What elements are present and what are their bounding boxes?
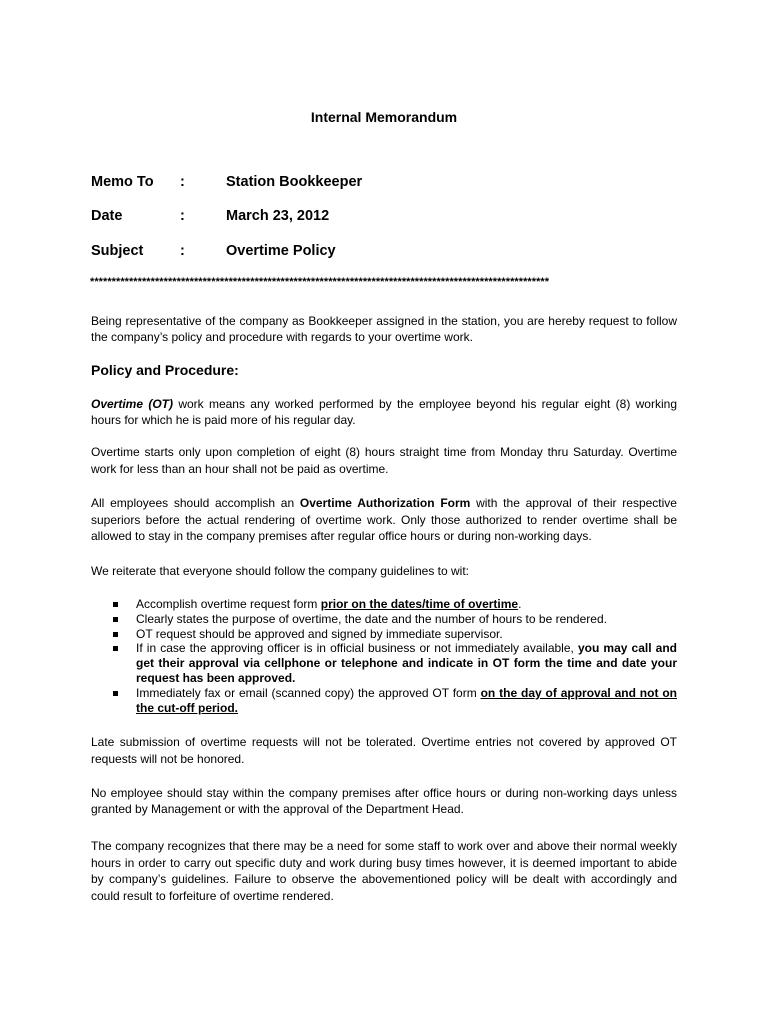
authorization-paragraph	[91, 495, 677, 545]
bullet-text: OT request should be approved and signed by immediate supervisor.	[136, 626, 503, 641]
list-item	[91, 597, 677, 612]
list-item	[91, 627, 677, 642]
list-item	[91, 641, 677, 685]
ot-definition-text: work means any worked performed by the employee beyond his regular eight (8) working hours for which he is paid more of his regular day.	[91, 397, 677, 427]
header-separator: **********************************************************************************************************	[90, 276, 550, 288]
bullet-emphasis: you may call and get their approval via cellphone or telephone and indicate in OT form the time and date your request has been approved.	[136, 641, 677, 685]
guidelines-list	[91, 597, 677, 715]
bullet-text-end: .	[518, 597, 522, 611]
document-title: Internal Memorandum	[310, 109, 458, 125]
authorization-text-end: with the approval of their respective superiors before the actual rendering of overtime work. Only those authorized to render overtime shall be allowed to stay in the company premises after regular office hours or during non-working days.	[91, 496, 677, 543]
section-heading: Policy and Procedure:	[91, 362, 239, 378]
late-submission-paragraph: Late submission of overtime requests will not be tolerated. Overtime entries not covered by approved OT requests will not be honored.	[91, 735, 677, 766]
list-item	[91, 686, 677, 716]
bullet-text: Clearly states the purpose of overtime, the date and the number of hours to be rendered.	[136, 611, 607, 626]
intro-paragraph: Being representative of the company as Bookkeeper assigned in the station, you are hereby request to follow the company’s policy and procedure with regards to your overtime work.	[91, 314, 677, 344]
memo-to-colon: :	[180, 174, 185, 190]
subject-colon: :	[180, 243, 185, 259]
date-label: Date	[91, 208, 123, 224]
ot-definition-paragraph	[91, 397, 677, 428]
bullet-text: Accomplish overtime request form	[136, 597, 321, 611]
memo-to-value: Station Bookkeeper	[226, 174, 363, 190]
subject-label: Subject	[91, 243, 144, 259]
guidelines-intro: We reiterate that everyone should follow the company guidelines to wit:	[91, 564, 469, 578]
bullet-emphasis: on the day of approval and not on the cut-off period.	[136, 685, 677, 715]
subject-value: Overtime Policy	[226, 243, 336, 259]
date-row	[91, 208, 691, 230]
bullet-square-icon	[113, 646, 118, 651]
closing-paragraph: The company recognizes that there may be a need for some staff to work over and above their normal weekly hours in order to carry out specific duty and work during busy times however, it is deemed important to abide by company’s guidelines. Failure to observe the abovementioned policy will be dealt with accordingly and could result to forfeiture of overtime rendered.	[91, 839, 677, 903]
date-value: March 23, 2012	[226, 208, 330, 224]
ot-start-paragraph: Overtime starts only upon completion of eight (8) hours straight time from Monday thru Saturday. Overtime work for less than an hour shall not be paid as overtime.	[91, 445, 677, 476]
memo-to-row	[91, 174, 691, 196]
list-item	[91, 612, 677, 627]
bullet-text: If in case the approving officer is in official business or not immediately available,	[136, 641, 578, 656]
authorization-form-name: Overtime Authorization Form	[299, 496, 471, 510]
bullet-square-icon	[113, 617, 118, 622]
bullet-emphasis: prior on the dates/time of overtime	[320, 597, 519, 611]
bullet-square-icon	[113, 691, 118, 696]
date-colon: :	[180, 208, 185, 224]
bullet-square-icon	[113, 602, 118, 607]
no-stay-paragraph: No employee should stay within the company premises after office hours or during non-working days unless granted by Management or with the approval of the Department Head.	[91, 786, 677, 816]
bullet-text: Immediately fax or email (scanned copy) the approved OT form	[136, 685, 481, 700]
ot-term: Overtime (OT)	[91, 397, 173, 411]
memo-to-label: Memo To	[91, 174, 154, 190]
bullet-square-icon	[113, 632, 118, 637]
authorization-text-start: All employees should accomplish an	[91, 496, 300, 510]
subject-row	[91, 243, 691, 265]
